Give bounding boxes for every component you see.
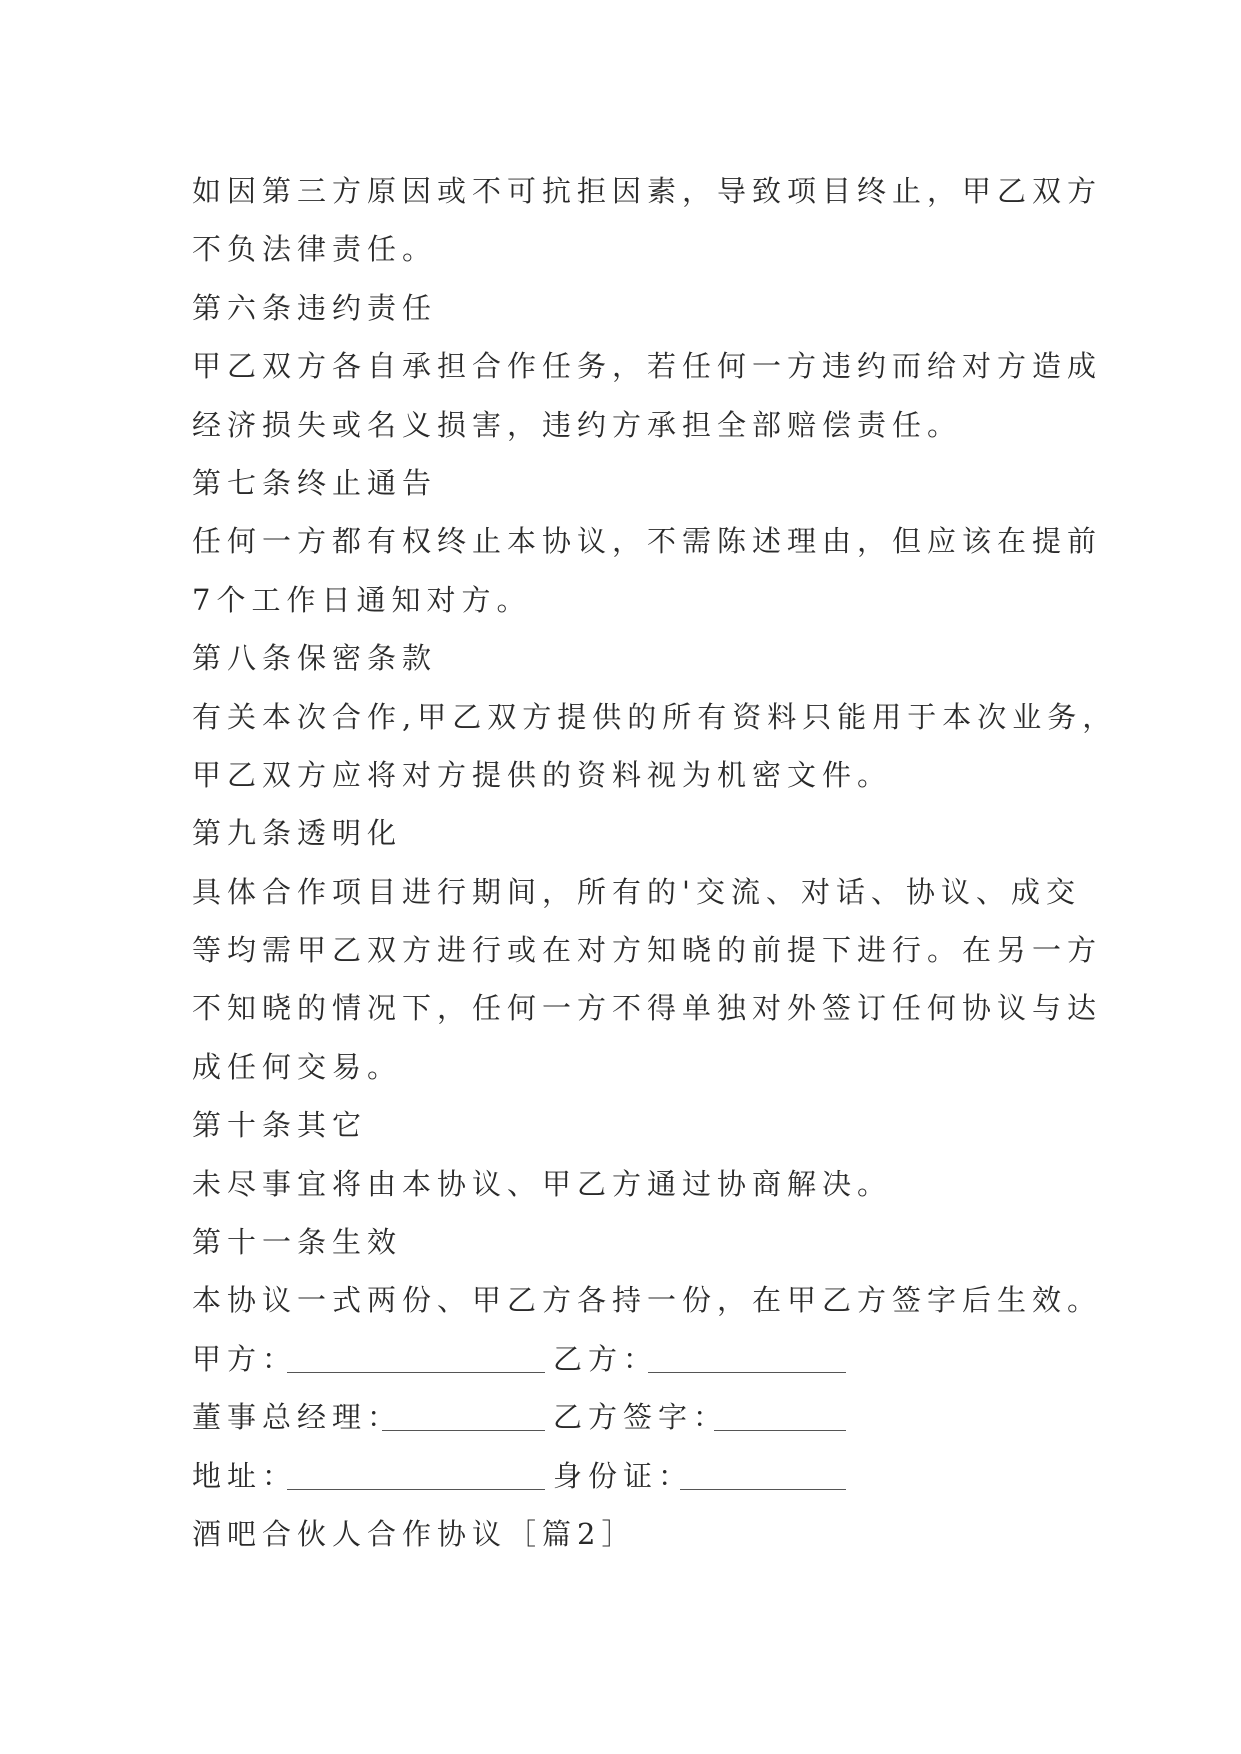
paragraph-line: 任何一方都有权终止本协议，不需陈述理由，但应该在提前	[192, 524, 1103, 559]
document-body	[192, 162, 1118, 1563]
paragraph-line: 经济损失或名义损害，违约方承担全部赔偿责任。	[192, 407, 963, 442]
paragraph-line: 7个工作日通知对方。	[192, 582, 532, 617]
paragraph-line: 成任何交易。	[192, 1049, 403, 1084]
chairman-gm-blank[interactable]	[382, 1430, 545, 1431]
paragraph-line: 等均需甲乙双方进行或在对方知晓的前提下进行。在另一方	[192, 933, 1103, 968]
paragraph-line: 如因第三方原因或不可抗拒因素，导致项目终止，甲乙双方	[192, 174, 1103, 208]
paragraph-line: 未尽事宜将由本协议、甲乙方通过协商解决。	[192, 1166, 893, 1201]
id-card-blank[interactable]	[680, 1489, 846, 1490]
article-heading: 第七条终止通告	[192, 465, 438, 500]
paragraph-line: 有关本次合作,甲乙双方提供的所有资料只能用于本次业务，	[192, 699, 1118, 734]
party-a-blank[interactable]	[287, 1372, 545, 1373]
chairman-gm-label: 董事总经理：	[192, 1400, 403, 1435]
article-heading: 第十一条生效	[192, 1225, 403, 1260]
paragraph-line: 不负法律责任。	[192, 232, 438, 267]
party-a-label: 甲方：	[192, 1341, 298, 1376]
article-heading: 第六条违约责任	[192, 290, 438, 325]
signature-row-address	[192, 1447, 1072, 1505]
address-label: 地址：	[192, 1458, 298, 1493]
address-blank[interactable]	[287, 1489, 545, 1490]
party-b-signature-label: 乙方签字：	[553, 1400, 729, 1435]
article-heading: 第八条保密条款	[192, 641, 438, 676]
party-b-blank[interactable]	[648, 1372, 846, 1373]
paragraph-line: 具体合作项目进行期间，所有的'交流、对话、协议、成交	[192, 874, 1081, 909]
paragraph-line: 不知晓的情况下，任何一方不得单独对外签订任何协议与达	[192, 991, 1103, 1026]
id-card-label: 身份证：	[553, 1458, 694, 1493]
signature-row-parties	[192, 1330, 1072, 1388]
party-b-signature-blank[interactable]	[714, 1430, 846, 1431]
paragraph-line: 甲乙双方应将对方提供的资料视为机密文件。	[192, 757, 893, 792]
article-heading: 第十条其它	[192, 1108, 368, 1143]
article-heading: 第九条透明化	[192, 816, 403, 851]
party-b-label: 乙方：	[553, 1341, 659, 1376]
paragraph-line: 甲乙双方各自承担合作任务，若任何一方违约而给对方造成	[192, 349, 1103, 384]
signature-row-signers	[192, 1388, 1072, 1446]
paragraph-line: 本协议一式两份、甲乙方各持一份，在甲乙方签字后生效。	[192, 1283, 1103, 1318]
next-section-title: 酒吧合伙人合作协议［篇2］	[192, 1516, 637, 1551]
